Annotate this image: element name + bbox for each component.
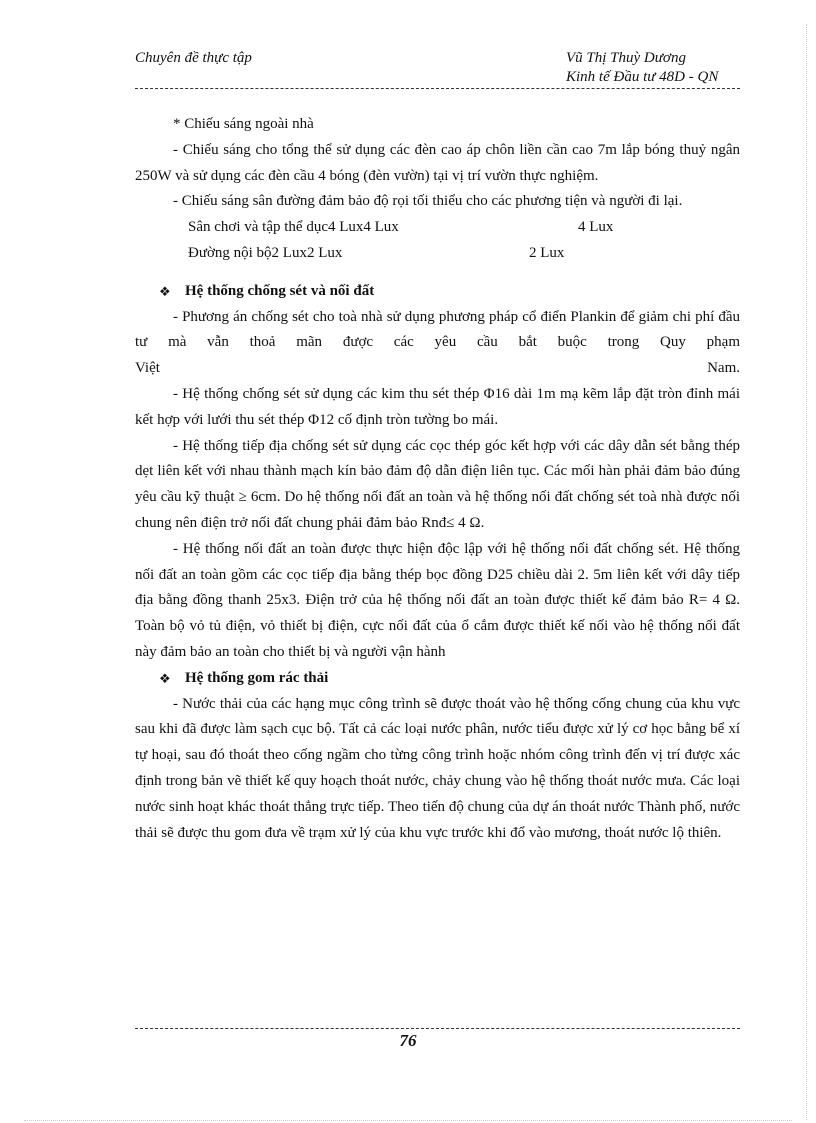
diamond-bullet-icon: ❖ (159, 670, 171, 686)
header-author: Vũ Thị Thuỳ Dương (566, 50, 686, 66)
page-border-right (806, 24, 807, 1120)
section-heading-lightning (135, 279, 740, 305)
paragraph-lightning-method: - Phương án chống sét cho toà nhà sử dụng phương pháp cổ điển Plankin để giảm chi phí đầu tư mà vẫn thoả mãn được các yêu cầu bắt buộc trong Quy phạm (135, 308, 740, 351)
paragraph-safety-grounding: - Hệ thống nối đất an toàn được thực hiện độc lập với hệ thống nối đất chống sét. Hệ thống nối đất an toàn gồm các cọc tiếp địa bằng thép bọc đồng D25 chiều dài 2. 5m liên kết với dây tiếp địa bằng đồng thanh 25x3. Điện trở của hệ thống nối đất an toàn được thiết kế đảm bảo R= 4 Ω. Toàn bộ vỏ tủ điện, vỏ thiết bị điện, cực nối đất của ổ cắm được thiết kế nối vào hệ thống nối đất này đảm bảo an toàn cho thiết bị và người vận hành (135, 540, 740, 660)
lux-row (135, 215, 740, 241)
section-heading-lightning-text: Hệ thống chống sét và nối đất (185, 282, 375, 299)
lux-row (135, 241, 740, 267)
section-heading-waste (135, 666, 740, 692)
page-body (135, 112, 740, 846)
page-border-bottom (24, 1120, 792, 1121)
header-divider (135, 88, 740, 89)
paragraph-wastewater: - Nước thải của các hạng mục công trình sẽ được thoát vào hệ thống cống chung của khu vực sau khi đã được làm sạch cục bộ. Tất cả các loại nước phân, nước tiểu được xử lý cơ học bằng bể xí tự hoại, sau đó thoát theo cống ngầm cho từng công trình hoặc nhóm công trình đến vị trí được xác định trong bản vẽ thiết kế quy hoạch thoát nước, chảy chung vào hệ thống thoát nước mưa. Các loại nước sinh hoạt khác thoát thẳng trực tiếp. Theo tiến độ chung của dự án thoát nước Thành phố, nước thải sẽ được thu gom đưa về trạm xử lý của khu vực trước khi đổ vào mương, thoát nước lộ thiên. (135, 695, 740, 841)
paragraph-yard-lighting: - Chiếu sáng sân đường đảm bảo độ rọi tối thiểu cho các phương tiện và người đi lại. (173, 193, 683, 210)
paragraph-grounding-stakes: - Hệ thống tiếp địa chống sét sử dụng các cọc thép góc kết hợp với các dây dẫn sét bằng thép dẹt liên kết với nhau thành mạch kín bảo đảm độ dẫn điện liên tục. Các mối hàn phải đảm bảo đúng yêu cầu kỹ thuật ≥ 6cm. Do hệ thống nối đất an toàn và hệ thống nối đất chống sét toà nhà được nối chung nên điện trở nối đất chung phải đảm bảo Rnđ≤ 4 Ω. (135, 437, 740, 531)
footer-divider (135, 1028, 740, 1029)
header-left-title: Chuyên đề thực tập (135, 50, 252, 66)
diamond-bullet-icon: ❖ (159, 283, 171, 299)
lux-row-label: Sân chơi và tập thể dục4 Lux4 Lux (188, 219, 399, 236)
paragraph-general-lighting: - Chiếu sáng cho tổng thể sử dụng các đèn cao áp chôn liền cần cao 7m lắp bóng thuỷ ngân 250W và sử dụng các đèn cầu 4 bóng (đèn vườn) tại vị trí vườn thực nghiệm. (135, 141, 740, 184)
lux-row-value: 2 Lux (529, 244, 565, 261)
lux-row-label: Đường nội bộ2 Lux2 Lux (188, 244, 343, 261)
section-heading-waste-text: Hệ thống gom rác thải (185, 669, 329, 686)
paragraph-lightning-rods: - Hệ thống chống sét sử dụng các kim thu sét thép Φ16 dài 1m mạ kẽm lắp đặt tròn đỉnh mái kết hợp với lưới thu sét thép Φ12 cố định tròn tường bo mái. (135, 385, 740, 428)
lux-row-value: 4 Lux (578, 219, 614, 236)
header-class: Kinh tế Đầu tư 48D - QN (566, 69, 719, 85)
outdoor-lighting-title: * Chiếu sáng ngoài nhà (173, 116, 314, 132)
page-number: 76 (399, 1031, 417, 1050)
paragraph-lightning-method-end: Việt Nam. (135, 360, 740, 377)
